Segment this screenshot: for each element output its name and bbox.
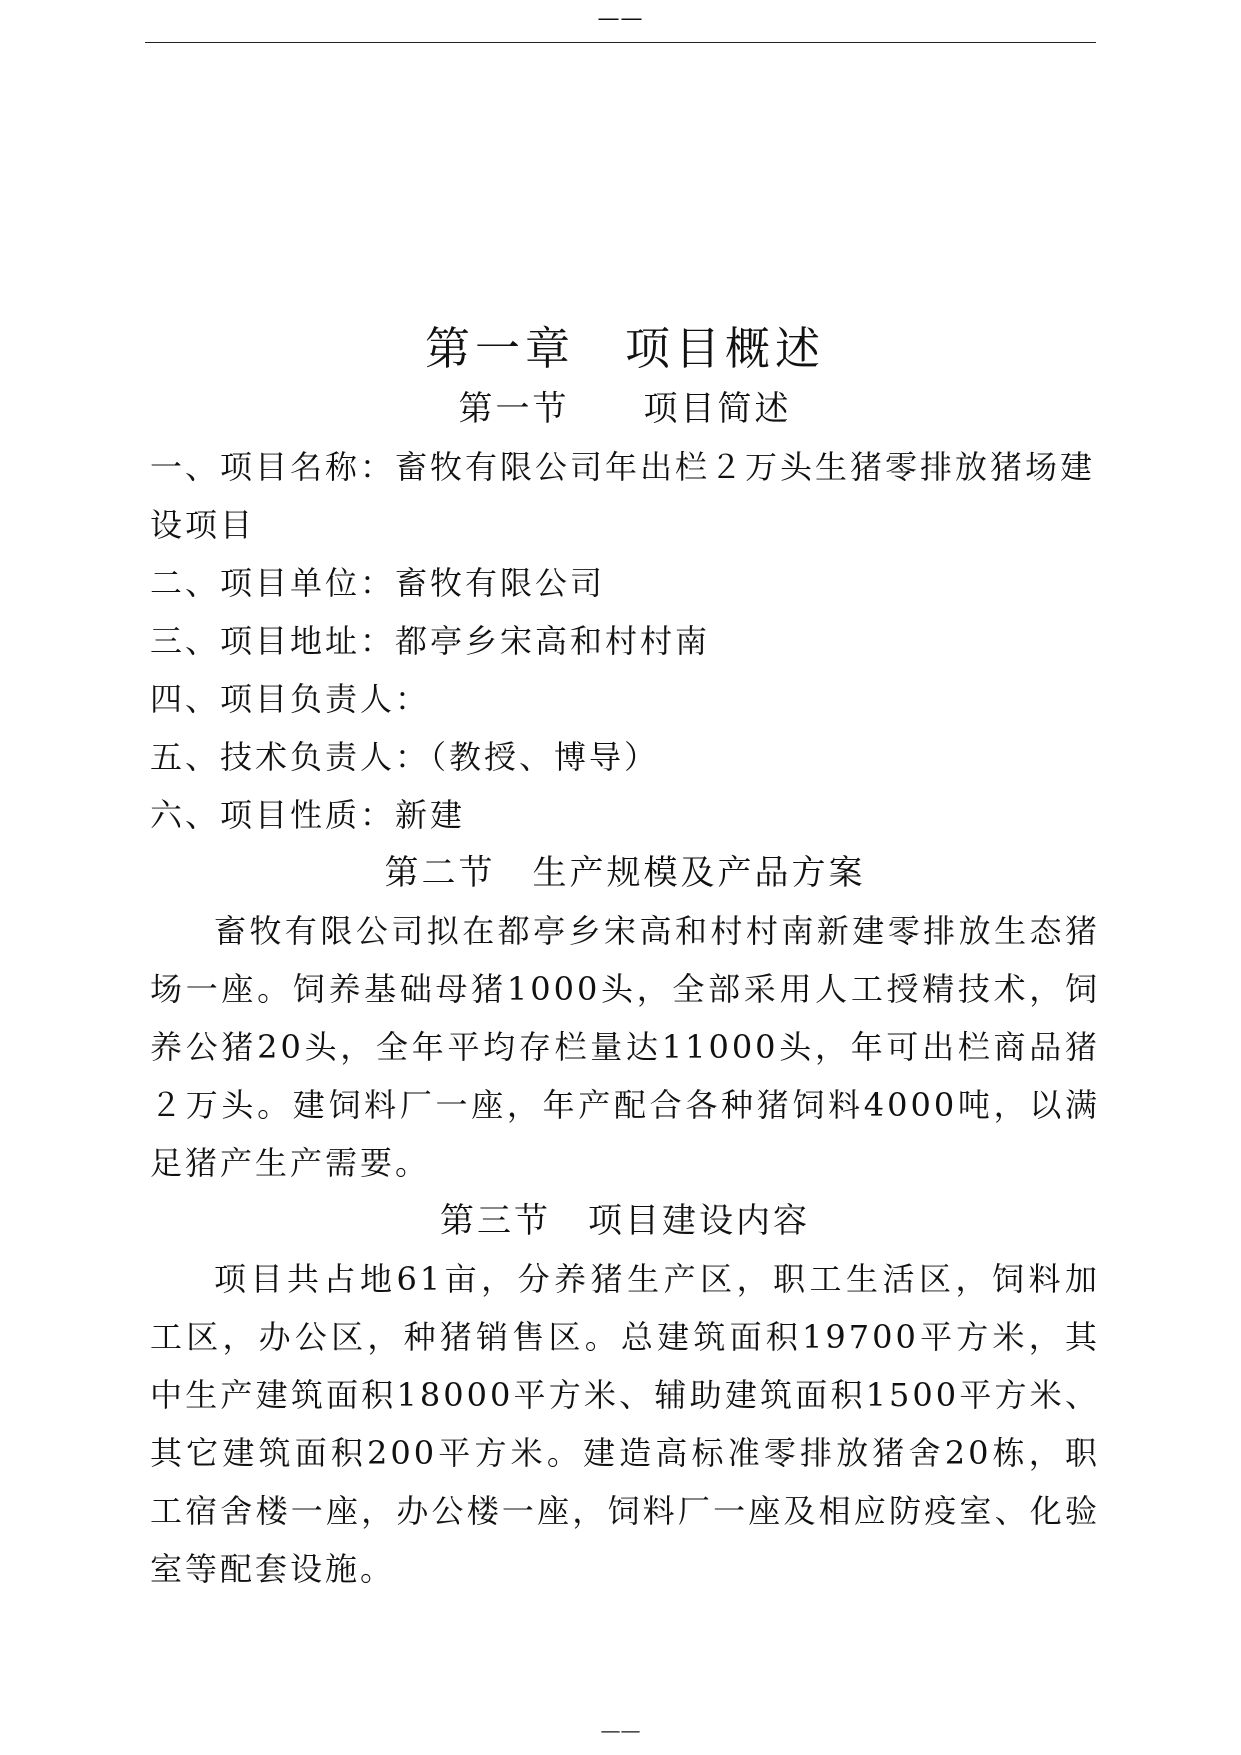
list-item-project-leader: 四、项目负责人： [150, 680, 431, 718]
paragraph-production-scale: 畜牧有限公司拟在都亭乡宋高和村村南新建零排放生态猪场一座。饲养基础母猪1000头，全部采用人工授精技术，饲养公猪20头，全年平均存栏量达11000头，年可出栏商品猪２万头。建饲料厂一座，年产配合各种猪饲料4000吨，以满足猪产生产需要。 [150, 912, 1100, 1182]
list-item-project-unit: 二、项目单位：畜牧有限公司 [150, 564, 606, 602]
list-item-technical-leader: 五、技术负责人：（教授、博导） [150, 738, 660, 776]
chapter-title: 第一章 项目概述 [424, 322, 825, 375]
section-title-1: 第一节 项目简述 [458, 389, 792, 429]
list-item-project-nature: 六、项目性质：新建 [150, 796, 466, 834]
section-title-2: 第二节 生产规模及产品方案 [384, 853, 866, 893]
page-header-mark: —— [597, 6, 644, 31]
header-rule [145, 42, 1096, 43]
list-item-project-name: 一、项目名称：畜牧有限公司年出栏２万头生猪零排放猪场建设项目 [150, 448, 1096, 544]
list-item-project-address: 三、项目地址：都亭乡宋高和村村南 [150, 622, 711, 660]
paragraph-construction-content: 项目共占地61亩，分养猪生产区，职工生活区，饲料加工区，办公区，种猪销售区。总建筑面积19700平方米，其中生产建筑面积18000平方米、辅助建筑面积1500平方米、其它建筑面积200平方米。建造高标准零排放猪舍20栋，职工宿舍楼一座，办公楼一座，饲料厂一座及相应防疫室、化验室等配套设施。 [150, 1260, 1100, 1588]
page-footer-mark: —— [600, 1718, 641, 1742]
section-title-3: 第三节 项目建设内容 [440, 1201, 810, 1241]
document-body [150, 318, 1100, 1598]
